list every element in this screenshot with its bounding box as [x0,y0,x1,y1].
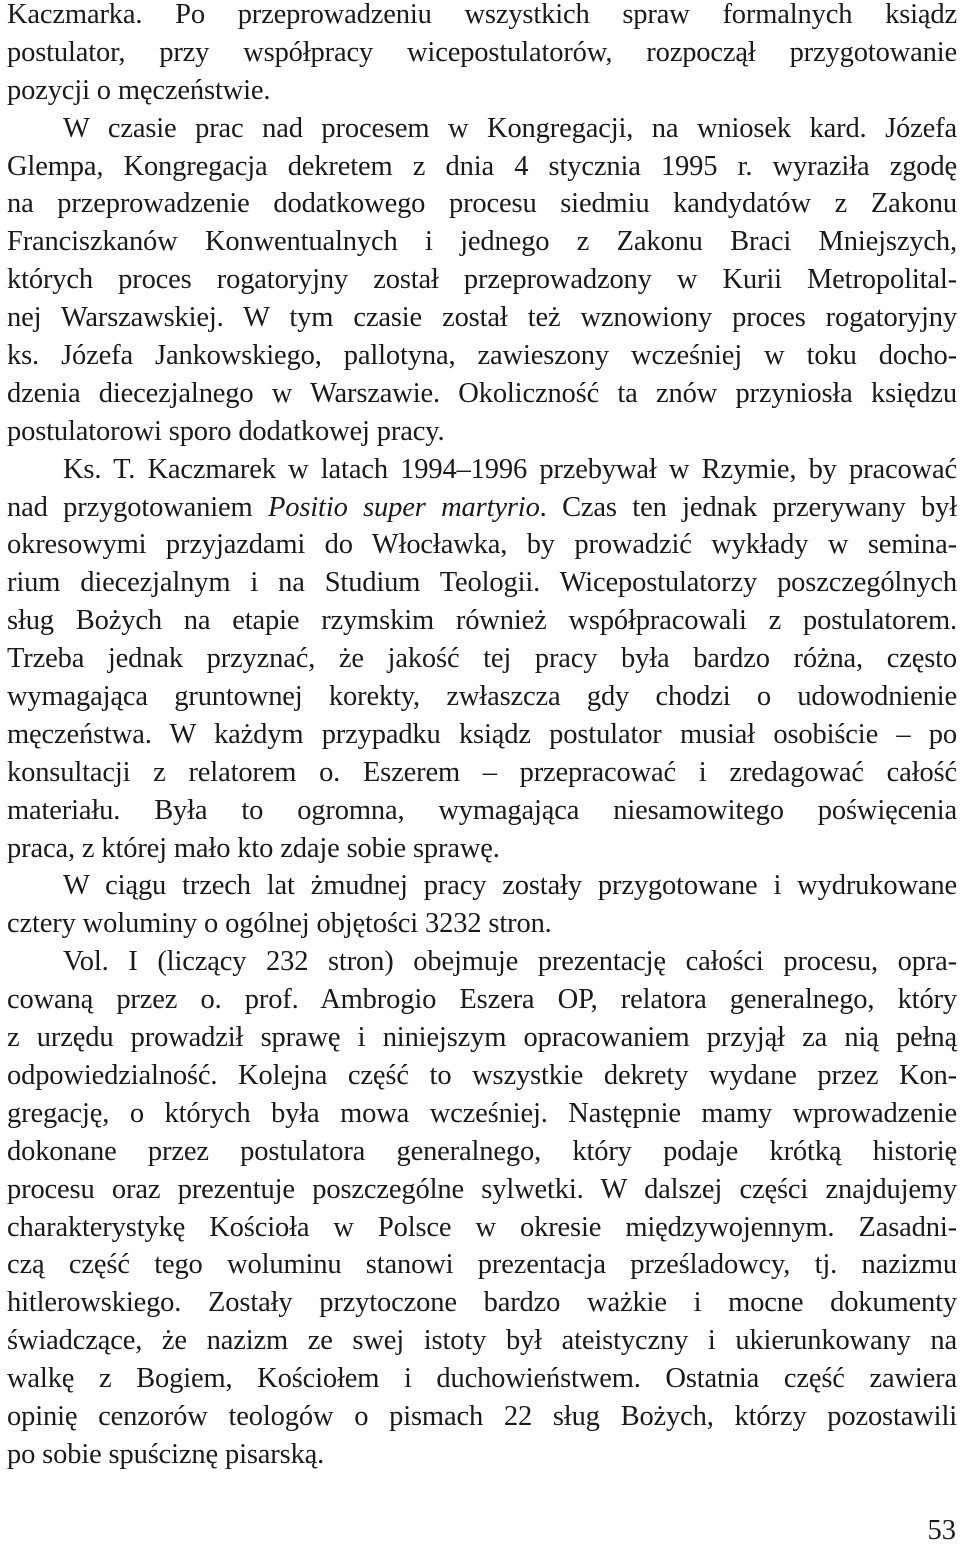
text-line: Trzeba jednak przyznać, że jakość tej pracy była bardzo różna, często [7,643,957,675]
text-segment: . Czas ten jednak przerywany był [539,491,957,523]
text-line: świadczące, że nazizm ze swej istoty był ateistyczny i ukierunkowany na [7,1325,957,1357]
text-line: na przeprowadzenie dodatkowego procesu siedmiu kandydatów z Zakonu [7,188,957,220]
page-number: 53 [927,1515,956,1546]
text-line: dokonane przez postulatora generalnego, który podaje krótką historię [7,1135,957,1167]
text-line: ks. Józefa Jankowskiego, pallotyna, zawieszony wcześniej w toku docho- [7,340,957,372]
text-line: okresowymi przyjazdami do Włocławka, by prowadzić wykłady w semina- [7,529,957,561]
text-line: walkę z Bogiem, Kościołem i duchowieństwem. Ostatnia część zawiera [7,1363,957,1395]
text-line: odpowiedzialność. Kolejna część to wszystkie dekrety wydane przez Kon- [7,1059,957,1091]
text-line: hitlerowskiego. Zostały przytoczone bardzo ważkie i mocne dokumenty [7,1287,957,1319]
text-segment: nad przygotowaniem [7,491,268,523]
text-line [7,489,957,527]
text-line: pozycji o męczeństwie. [7,74,271,106]
text-line: Glempa, Kongregacja dekretem z dnia 4 stycznia 1995 r. wyraziła zgodę [7,150,957,182]
text-line: praca, z której mało kto zdaje sobie sprawę. [7,832,500,864]
text-line: Franciszkanów Konwentualnych i jednego z Zakonu Braci Mniejszych, [7,226,957,258]
italic-title: Positio super martyrio [267,491,540,523]
text-line: opinię cenzorów teologów o pismach 22 sług Bożych, którzy pozostawili [7,1400,957,1432]
text-line: W czasie prac nad procesem w Kongregacji, na wniosek kard. Józefa [63,112,957,144]
text-line: cztery woluminy o ogólnej objętości 3232 stron. [7,908,552,940]
text-line: po sobie spuściznę pisarską. [7,1438,325,1470]
text-line: z urzędu prowadził sprawę i niniejszym opracowaniem przyjął za nią pełną [7,1022,957,1054]
text-line: nej Warszawskiej. W tym czasie został też wznowiony proces rogatoryjny [7,302,957,334]
text-line: procesu oraz prezentuje poszczególne sylwetki. W dalszej części znajdujemy [7,1173,957,1205]
text-line: sług Bożych na etapie rzymskim również współpracowali z postulatorem. [7,605,957,637]
text-line: męczeństwa. W każdym przypadku ksiądz postulator musiał osobiście – po [7,718,957,750]
text-line: Vol. I (liczący 232 stron) obejmuje prezentację całości procesu, opra- [63,946,957,978]
text-line: postulator, przy współpracy wicepostulatorów, rozpoczął przygotowanie [7,36,957,68]
page-body [7,0,957,1474]
text-line: gregację, o których była mowa wcześniej. Następnie mamy wprowadzenie [7,1097,957,1129]
text-line: charakterystykę Kościoła w Polsce w okresie międzywojennym. Zasadni- [7,1211,957,1243]
text-line: wymagająca gruntownej korekty, zwłaszcza gdy chodzi o udowodnienie [7,681,957,713]
text-line: dzenia diecezjalnego w Warszawie. Okoliczność ta znów przyniosła księdzu [7,377,957,409]
text-line: materiału. Była to ogromna, wymagająca niesamowitego poświęcenia [7,794,957,826]
text-line: postulatorowi sporo dodatkowej pracy. [7,415,445,447]
text-line: których proces rogatoryjny został przeprowadzony w Kurii Metropolital- [7,264,957,296]
text-line: rium diecezjalnym i na Studium Teologii. Wicepostulatorzy poszczególnych [7,567,957,599]
text-line: W ciągu trzech lat żmudnej pracy zostały przygotowane i wydrukowane [63,870,957,902]
text-line: cowaną przez o. prof. Ambrogio Eszera OP, relatora generalnego, który [7,984,957,1016]
text-line: Kaczmarka. Po przeprowadzeniu wszystkich spraw formalnych ksiądz [7,0,957,30]
text-line: Ks. T. Kaczmarek w latach 1994–1996 przebywał w Rzymie, by pracować [63,453,957,485]
text-line: konsultacji z relatorem o. Eszerem – przepracować i zredagować całość [7,756,957,788]
text-line: czą część tego woluminu stanowi prezentacja prześladowcy, tj. nazizmu [7,1249,957,1281]
